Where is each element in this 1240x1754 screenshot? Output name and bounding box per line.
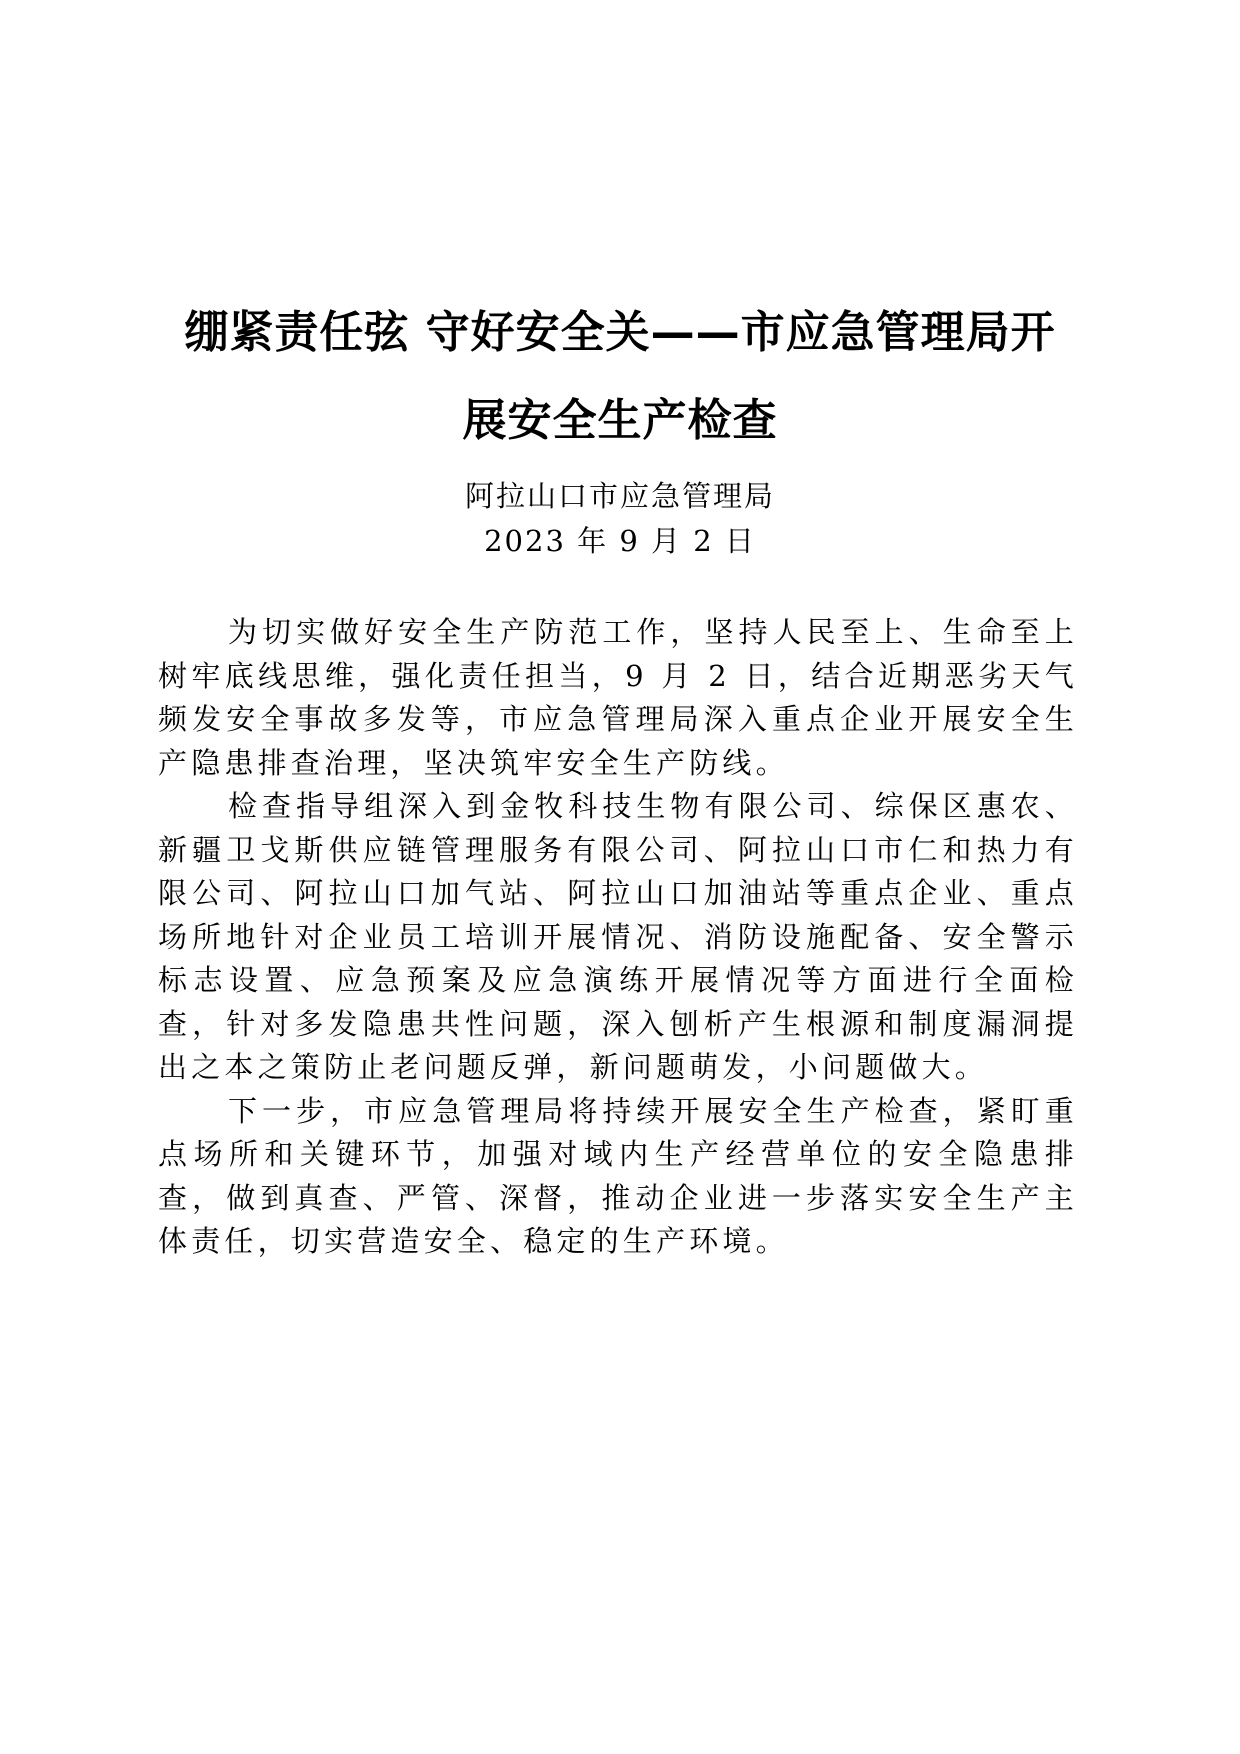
paragraph-2: 检查指导组深入到金牧科技生物有限公司、综保区惠农、新疆卫戈斯供应链管理服务有限公司、阿拉山口市仁和热力有限公司、阿拉山口加气站、阿拉山口加油站等重点企业、重点场所地针对企业员工培训开展情况、消防设施配备、安全警示标志设置、应急预案及应急演练开展情况等方面进行全面检查，针对多发隐患共性问题，深入刨析产生根源和制度漏洞提出之本之策防止老问题反弹，新问题萌发，小问题做大。 xyxy=(158,789,1078,1084)
paragraph-3: 下一步，市应急管理局将持续开展安全生产检查，紧盯重点场所和关键环节，加强对域内生产经营单位的安全隐患排查，做到真查、严管、深督，推动企业进一步落实安全生产主体责任，切实营造安全、稳定的生产环境。 xyxy=(158,1093,1078,1258)
document-title-line-1: 绷紧责任弦 守好安全关——市应急管理局开 xyxy=(184,307,1056,358)
document-title-line-2: 展安全生产检查 xyxy=(462,395,778,446)
publish-date: 2023 年 9 月 2 日 xyxy=(484,524,756,558)
paragraph-1: 为切实做好安全生产防范工作，坚持人民至上、生命至上树牢底线思维，强化责任担当，9 月 2 日，结合近期恶劣天气频发安全事故多发等，市应急管理局深入重点企业开展安全生产隐患排查治理，坚决筑牢安全生产防线。 xyxy=(158,615,1078,780)
article-body xyxy=(158,611,1078,1264)
issuing-organization: 阿拉山口市应急管理局 xyxy=(464,479,775,513)
